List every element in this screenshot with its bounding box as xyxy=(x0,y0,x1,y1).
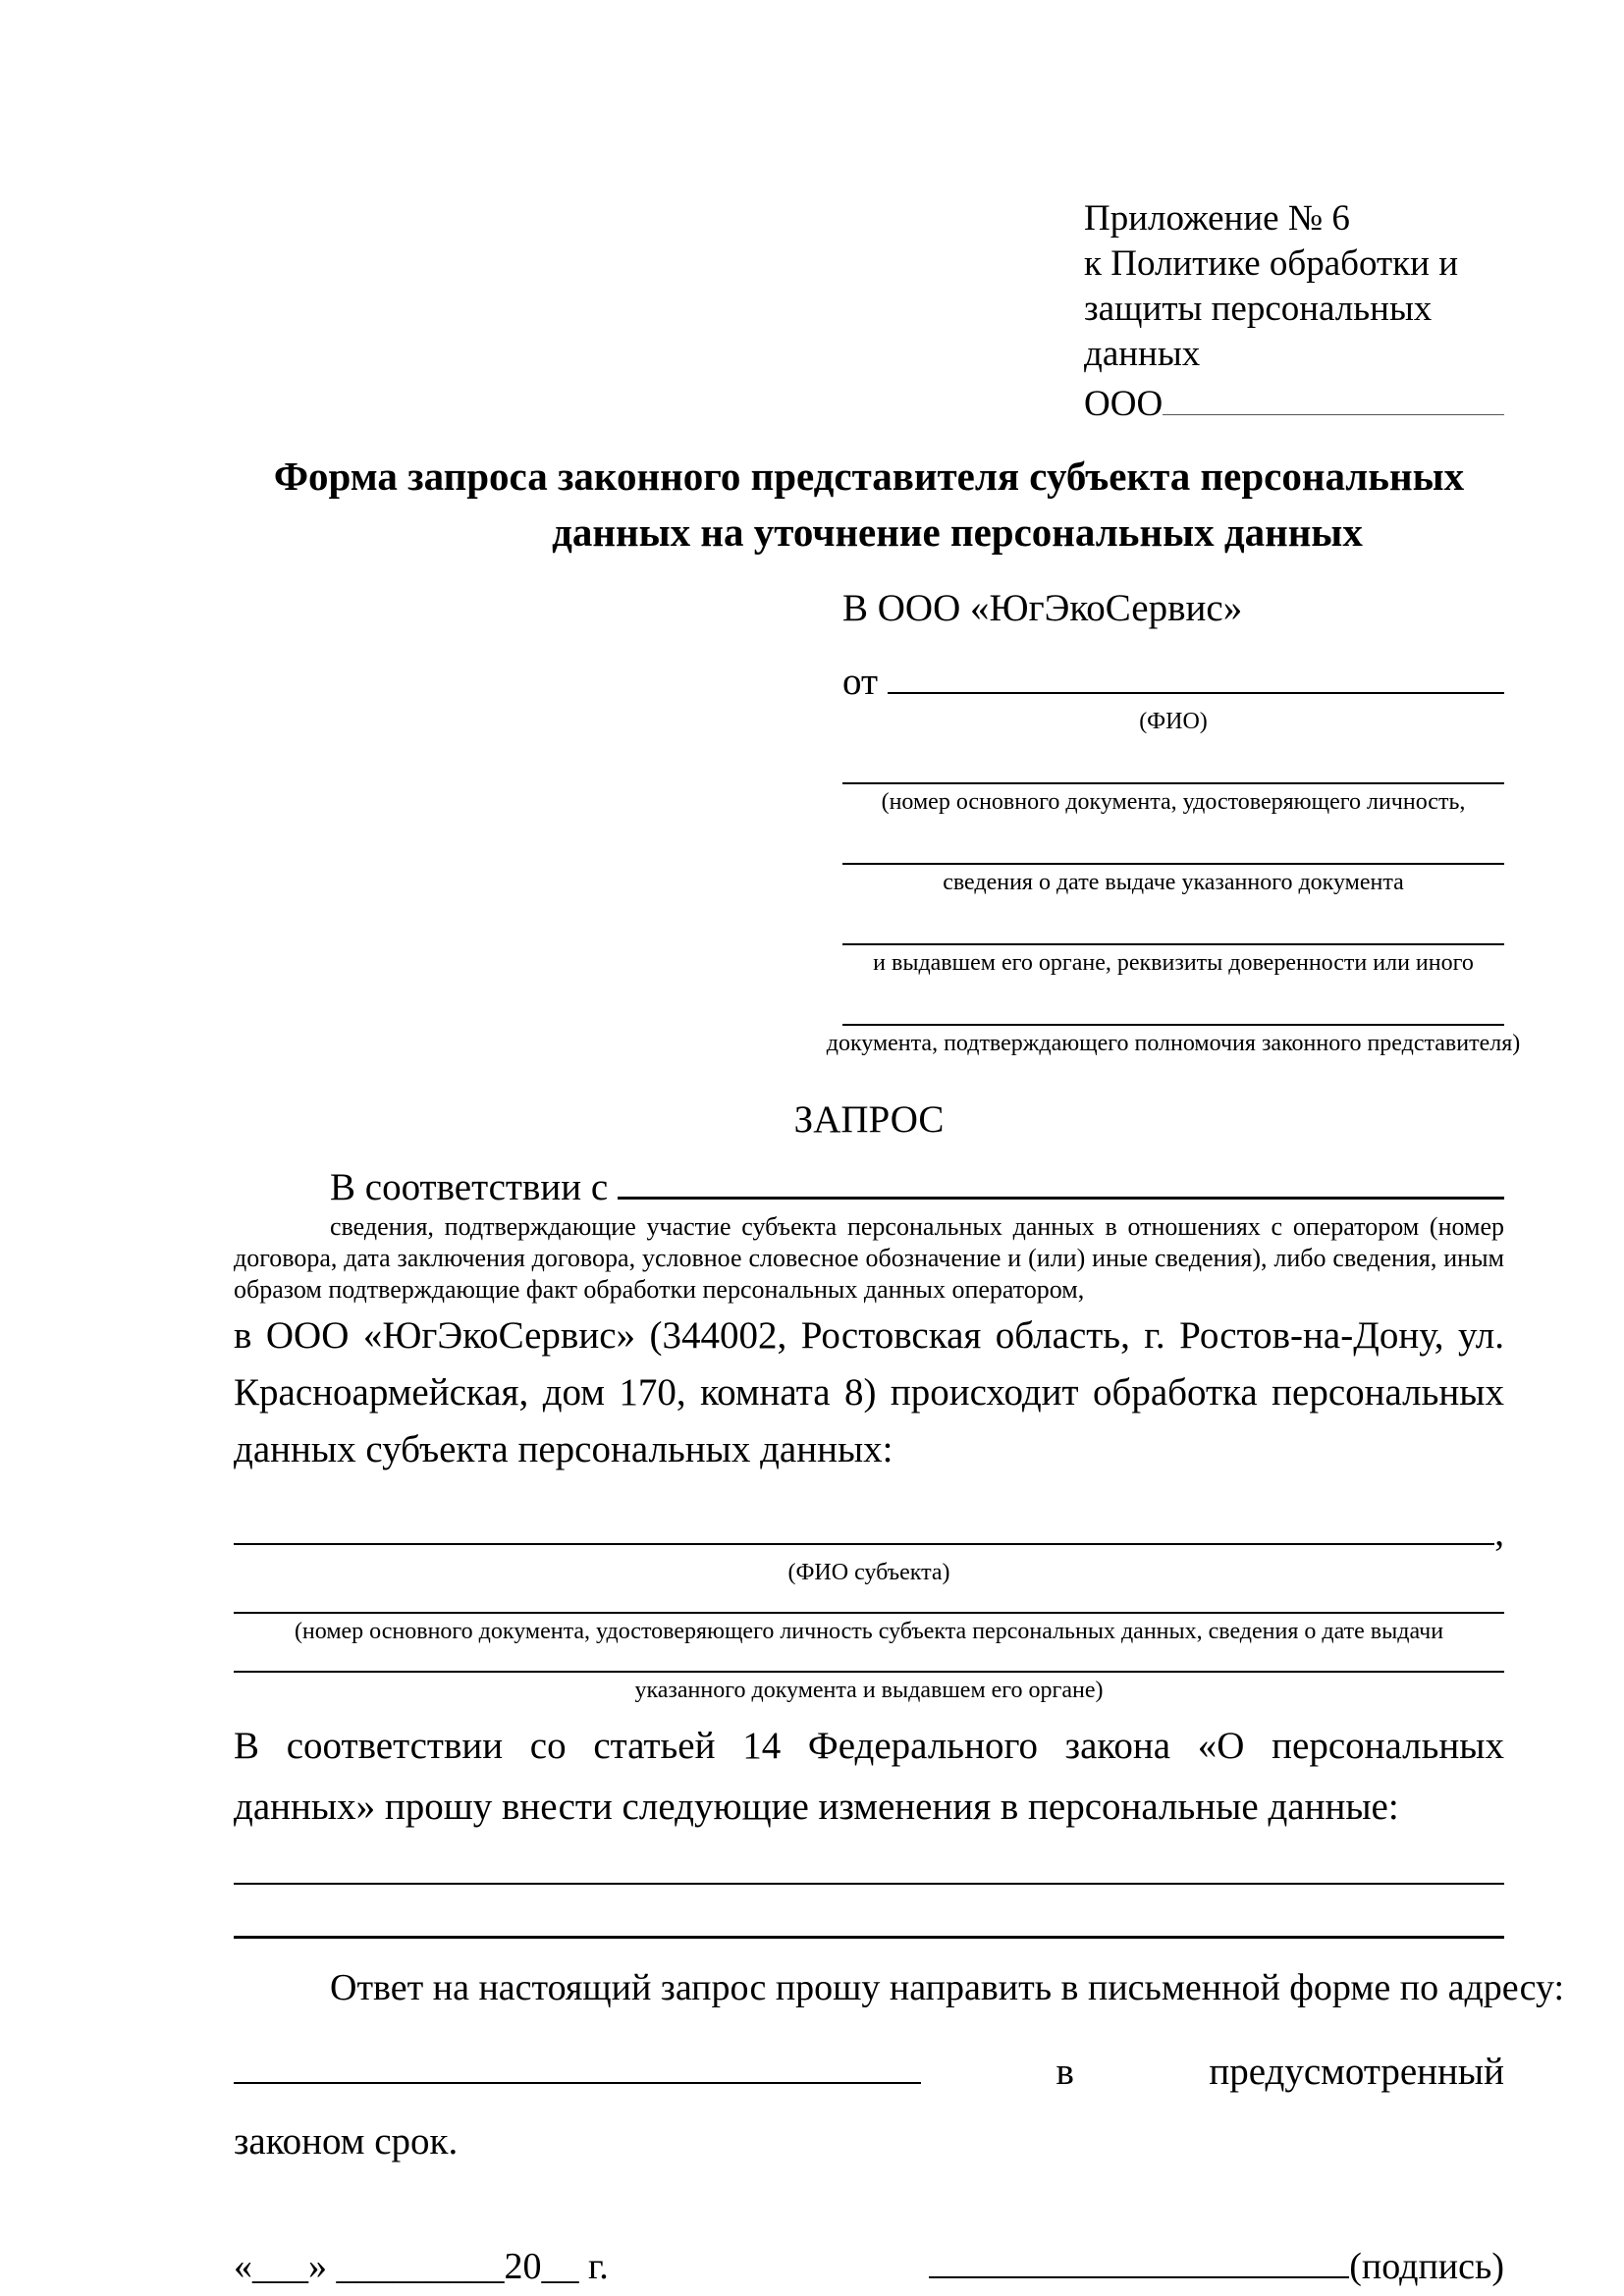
reply-word-predusmotrenny: предусмотренный xyxy=(1209,2051,1504,2093)
representative-blank-line xyxy=(842,943,1504,945)
document-title-line-1: Форма запроса законного представителя субъекта персональных xyxy=(273,454,1465,499)
subject-fio-row xyxy=(234,1504,1504,1555)
changes-blank-line xyxy=(234,1936,1504,1939)
addressee-to-line: В ООО «ЮгЭкоСервис» xyxy=(842,587,1243,629)
representative-blank-line xyxy=(842,782,1504,784)
reply-address-blank-line xyxy=(234,2043,921,2084)
annex-ooo-row xyxy=(1084,377,1504,427)
law-statement: В соответствии со статьей 14 Федерального закона «О персональных данных» прошу внести следующие изменения в персональные данные: xyxy=(234,1725,1504,1828)
signature-area xyxy=(929,2241,1504,2288)
date-signature-row xyxy=(234,2241,1504,2288)
subject-document-blank-line xyxy=(234,1671,1504,1673)
annex-line-3: защиты персональных данных xyxy=(1084,289,1433,374)
from-row xyxy=(842,653,1504,704)
addressee-block xyxy=(826,584,1521,1057)
in-accordance-label: В соответствии с xyxy=(330,1166,609,1208)
request-heading: ЗАПРОС xyxy=(793,1098,945,1141)
fine-print-note: сведения, подтверждающие участие субъекта персональных данных в отношениях с оператором (номер договора, дата заключения договора, условное словесное обозначение и (или) иные сведения), либо сведения, иным образом подтверждающие факт обработки персональных данных оператором, xyxy=(234,1212,1504,1304)
subject-fio-caption: (ФИО субъекта) xyxy=(787,1560,950,1585)
annex-block xyxy=(1084,196,1504,427)
representative-blank-line xyxy=(842,863,1504,865)
annex-line-1: Приложение № 6 xyxy=(1084,198,1350,239)
representative-blank-line xyxy=(842,1024,1504,1026)
processing-paragraph: в ООО «ЮгЭкоСервис» (344002, Ростовская область, г. Ростов-на-Дону, ул. Красноармейская, дом 170, комната 8) происходит обработка персональных данных субъекта персональных данных: xyxy=(234,1314,1504,1470)
subject-document-caption-1: (номер основного документа, удостоверяющего личность субъекта персональных данных, сведения о дате выдачи xyxy=(294,1619,1444,1644)
subject-fio-comma: , xyxy=(1494,1512,1504,1554)
subject-document-blank-line xyxy=(234,1612,1504,1614)
changes-blank-line xyxy=(234,1883,1504,1885)
signature-caption: (подпись) xyxy=(1349,2246,1504,2287)
reply-request-line: Ответ на настоящий запрос прошу направить в письменной форме по адресу: xyxy=(330,1967,1565,2008)
reply-conjunction: в xyxy=(1056,2051,1074,2093)
annex-ooo-label: ООО xyxy=(1084,384,1164,424)
reply-closing-line: законом срок. xyxy=(234,2120,459,2163)
representative-caption: и выдавшем его органе, реквизиты доверенности или иного xyxy=(873,950,1474,976)
from-label: от xyxy=(842,661,879,703)
fio-caption: (ФИО) xyxy=(1139,709,1208,734)
date-line: «___» _________20__ г. xyxy=(234,2246,609,2287)
reply-address-row xyxy=(234,2043,1504,2094)
representative-caption: (номер основного документа, удостоверяющего личность, xyxy=(881,789,1466,815)
document-title-line-2: данных на уточнение персональных данных xyxy=(552,509,1363,555)
in-accordance-blank-line xyxy=(618,1157,1504,1200)
signature-blank-line xyxy=(929,2241,1349,2278)
subject-fio-blank-line xyxy=(234,1504,1494,1545)
document-title xyxy=(234,449,1504,561)
annex-ooo-blank-line xyxy=(1163,377,1504,415)
annex-line-2: к Политике обработки и xyxy=(1084,243,1459,284)
subject-document-caption-2: указанного документа и выдавшем его органе) xyxy=(634,1678,1104,1703)
representative-caption: документа, подтверждающего полномочия законного представителя) xyxy=(826,1031,1521,1056)
from-blank-line xyxy=(888,653,1504,694)
in-accordance-row xyxy=(234,1157,1504,1209)
representative-caption: сведения о дате выдаче указанного документа xyxy=(943,870,1404,895)
